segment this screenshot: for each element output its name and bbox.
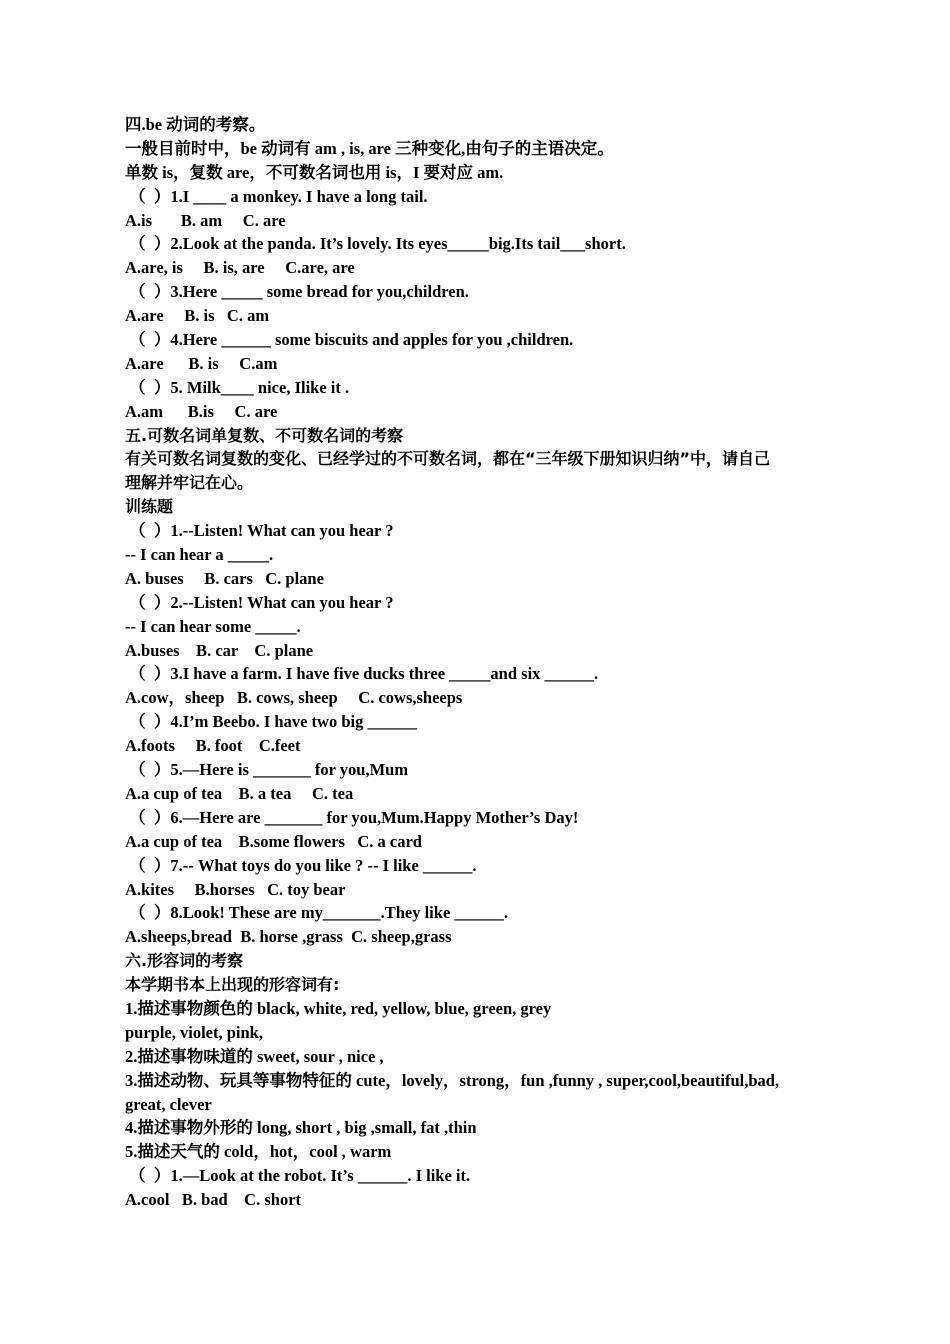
text-line: 2.描述事物味道的 sweet, sour , nice , — [125, 1046, 384, 1066]
options-line: A.cow，sheep B. cows, sheep C. cows,sheeps — [125, 688, 463, 708]
question-line: （ ）6.—Here are _______ for you,Mum.Happy Mother’s Day! — [125, 807, 579, 827]
options-line: A.cool B. bad C. short — [125, 1190, 302, 1210]
question-line: （ ）1.—Look at the robot. It’s ______. I like it. — [125, 1166, 471, 1186]
options-line: A.kites B.horses C. toy bear — [125, 879, 346, 899]
options-line: A.are, is B. is, are C.are, are — [125, 258, 355, 278]
section-heading-nouns: 五.可数名词单复数、不可数名词的考察 — [125, 425, 404, 445]
question-line: （ ）2.Look at the panda. It’s lovely. Its eyes_____big.Its tail___short. — [125, 234, 626, 254]
question-line: （ ）4.Here ______ some biscuits and apples for you ,children. — [125, 330, 574, 350]
options-line: A.buses B. car C. plane — [125, 640, 314, 660]
text-line: 单数 is，复数 are，不可数名词也用 is，I 要对应 am. — [125, 162, 504, 182]
text-line: purple, violet, pink, — [125, 1022, 263, 1042]
text-line: 3.描述动物、玩具等事物特征的 cute，lovely，strong，fun ,funny , super,cool,beautiful,bad, — [125, 1070, 780, 1090]
options-line: A.a cup of tea B.some flowers C. a card — [125, 831, 422, 851]
exercise-heading: 训练题 — [125, 497, 174, 517]
options-line: A.are B. is C.am — [125, 353, 278, 373]
text-line: 一般目前时中，be 动词有 am , is, are 三种变化,由句子的主语决定。 — [125, 138, 614, 158]
text-line: 5.描述天气的 cold，hot，cool , warm — [125, 1142, 392, 1162]
question-line: -- I can hear a _____. — [125, 545, 274, 565]
section-heading-adjectives: 六.形容词的考察 — [125, 951, 244, 971]
options-line: A.am B.is C. are — [125, 401, 278, 421]
question-line: -- I can hear some _____. — [125, 616, 301, 636]
document-body — [125, 113, 845, 1212]
question-line: （ ）5.—Here is _______ for you,Mum — [125, 760, 409, 780]
text-line: great, clever — [125, 1094, 212, 1114]
text-line: 有关可数名词复数的变化、已经学过的不可数名词，都在“三年级下册知识归纳”中，请自己 — [125, 449, 771, 469]
question-line: （ ）1.--Listen! What can you hear ? — [125, 521, 394, 541]
options-line: A.sheeps,bread B. horse ,grass C. sheep,grass — [125, 927, 452, 947]
options-line: A. buses B. cars C. plane — [125, 568, 324, 588]
question-line: （ ）3.I have a farm. I have five ducks three _____and six ______. — [125, 664, 599, 684]
text-line: 4.描述事物外形的 long, short , big ,small, fat ,thin — [125, 1118, 477, 1138]
text-line: 1.描述事物颜色的 black, white, red, yellow, blue, green, grey — [125, 998, 552, 1018]
question-line: （ ）5. Milk____ nice, Ilike it . — [125, 377, 350, 397]
options-line: A.are B. is C. am — [125, 306, 270, 326]
question-line: （ ）3.Here _____ some bread for you,children. — [125, 282, 469, 302]
section-heading-be-verbs: 四.be 动词的考察。 — [125, 115, 266, 134]
question-line: （ ）1.I ____ a monkey. I have a long tail. — [125, 186, 428, 206]
question-line: （ ）4.I’m Beebo. I have two big ______ — [125, 712, 417, 732]
options-line: A.foots B. foot C.feet — [125, 736, 301, 756]
options-line: A.a cup of tea B. a tea C. tea — [125, 783, 354, 803]
text-line: 理解并牢记在心。 — [125, 473, 254, 493]
question-line: （ ）8.Look! These are my_______.They like ______. — [125, 903, 509, 923]
question-line: （ ）2.--Listen! What can you hear ? — [125, 592, 394, 612]
question-line: （ ）7.-- What toys do you like ? -- I like ______. — [125, 855, 477, 875]
options-line: A.is B. am C. are — [125, 210, 286, 230]
text-line: 本学期书本上出现的形容词有: — [125, 975, 340, 995]
